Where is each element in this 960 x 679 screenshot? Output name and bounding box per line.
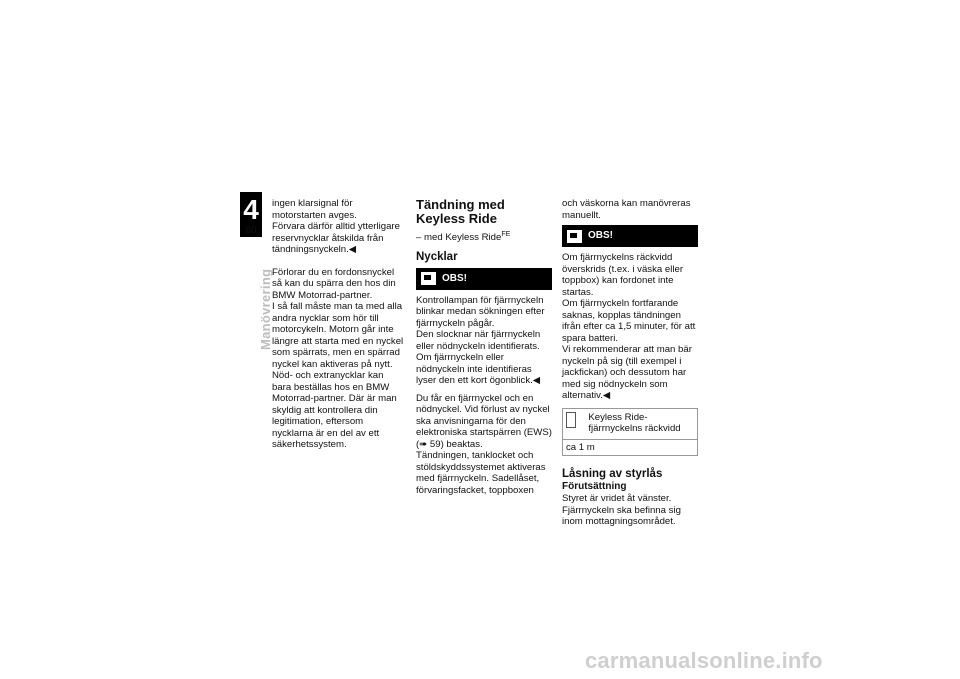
paragraph: Vi rekommenderar att man bär nyckeln på sig (till exempel i jackfickan) och dessutom har med sig nödnyckeln som alternativ.◀ [562, 344, 692, 401]
warning-icon [421, 272, 436, 285]
paragraph: Om fjärrnyckeln fortfarande saknas, kopplas tändningen ifrån efter ca 1,5 minuter, för att spara batteri. [562, 298, 696, 344]
column-3 [562, 198, 698, 528]
section-title: Tändning med Keyless Ride [416, 197, 505, 226]
column-2 [416, 198, 552, 496]
column-1 [272, 198, 404, 451]
paragraph: Du får en fjärrnyckel och en nödnyckel. Vid förlust av nyckel ska anvisningarna för den elektroniska startspärren (EWS) (➠ 59) beaktas. [416, 392, 552, 450]
paragraph: och väskorna kan manövreras manuellt. [562, 198, 691, 221]
spec-value: ca 1 m [566, 441, 595, 453]
paragraph: Förvara därför alltid ytterligare reservnycklar åtskilda från tändningsnyckeln.◀ [272, 221, 400, 255]
note-label: OBS! [442, 272, 467, 284]
paragraph: Förlorar du en fordonsnyckel så kan du spärra den hos din BMW Motorrad-partner. [272, 266, 396, 301]
page-number: 60 [245, 225, 257, 236]
side-title [245, 240, 273, 350]
spec-table [562, 408, 698, 457]
spec-label: Keyless Ride-fjärrnyckelns räckvidd [588, 411, 681, 434]
watermark: carmanualsonline.info [585, 648, 823, 673]
note-banner [562, 225, 698, 247]
subsection-heading: Nycklar [416, 250, 458, 263]
paragraph: Tändningen, tanklocket och stöldskyddssystemet aktiveras med fjärrnyckeln. Sadellåset, förvaringsfacket, toppboxen [416, 450, 546, 496]
paragraph: Nöd- och extranycklar kan bara beställas hos en BMW Motorrad-partner. Där är man skyldig att kontrollera din legitimation, eftersom nycklarna är en del av ett säkerhetssystem. [272, 370, 397, 450]
warning-icon [567, 230, 582, 243]
section-subtitle: – med Keyless Ride$^{FE}$ [416, 231, 511, 244]
prerequisite-heading: Förutsättning [562, 481, 627, 492]
paragraph: Styret är vridet åt vänster. Fjärrnyckeln ska befinna sig inom mottagningsområdet. [562, 493, 681, 527]
note-label: OBS! [588, 230, 613, 242]
key-icon [566, 412, 576, 428]
paragraph: Den slocknar när fjärrnyckeln eller nödnyckeln identifierats. [416, 329, 541, 352]
subsection-heading: Låsning av styrlås [562, 468, 663, 480]
paragraph: Om fjärrnyckelns räckvidd överskrids (t.ex. i väska eller toppbox) kan fordonet inte startas. [562, 252, 684, 298]
paragraph: I så fall måste man ta med alla andra nycklar som hör till motorcykeln. Motorn går inte längre att starta med en nyckel som spärrats, men en spärrad nyckel kan aktiveras på nytt. [272, 301, 404, 370]
paragraph: ingen klarsignal för motorstarten avges. [272, 198, 357, 221]
paragraph: Om fjärrnyckeln eller nödnyckeln inte identifieras lyser den ett kort ögonblick.◀ [416, 352, 541, 387]
paragraph: Kontrollampan för fjärrnyckeln blinkar medan sökningen efter fjärrnyckeln pågår. [416, 294, 545, 329]
chapter-number: 4 [243, 194, 259, 225]
side-title-text: Manövrering [258, 268, 273, 350]
note-banner [416, 268, 552, 290]
